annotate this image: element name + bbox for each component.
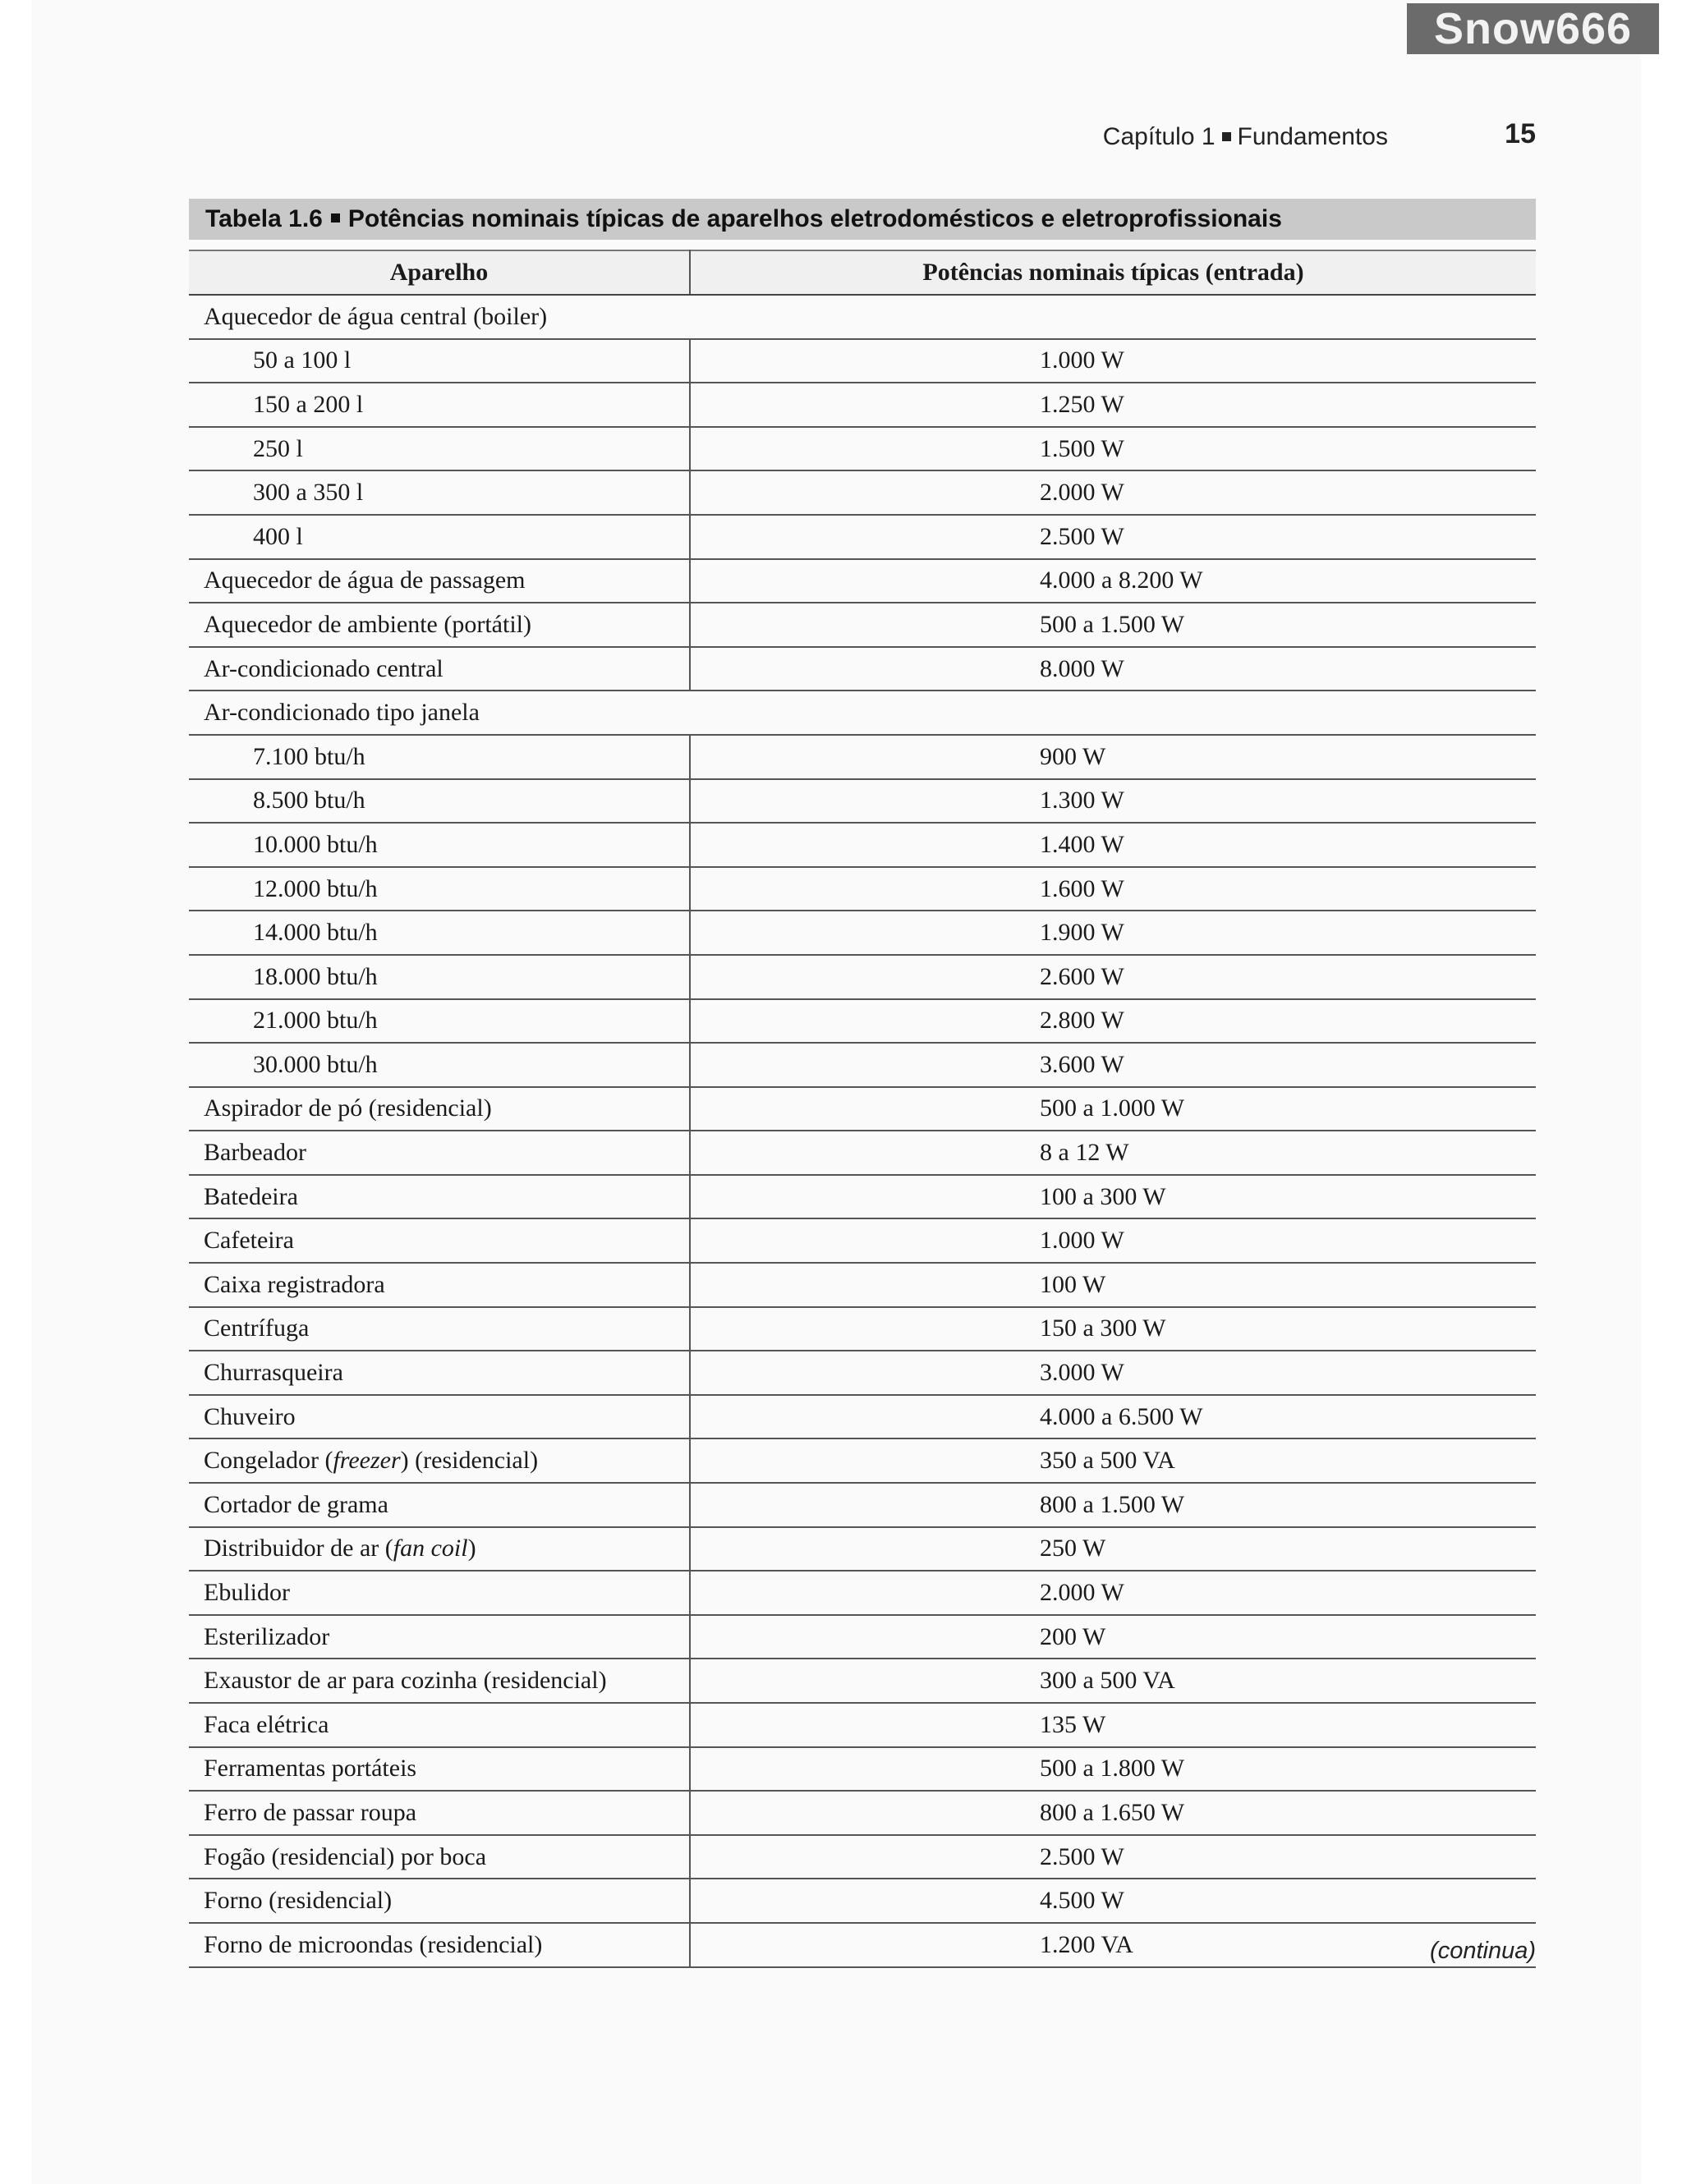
power-value-cell: 1.200 VA [690,1923,1536,1967]
table-row [189,955,1536,999]
appliance-name-cell: Esterilizador [189,1615,690,1659]
power-value-cell: 150 a 300 W [690,1307,1536,1351]
table-body [189,295,1536,1967]
square-bullet-icon [331,213,340,223]
appliance-name-part: ) (residencial) [400,1447,539,1475]
power-value-cell: 300 a 500 VA [690,1659,1536,1703]
power-value-cell: 1.400 W [690,823,1536,867]
power-value-cell [690,691,1536,735]
table-caption-label: Tabela 1.6 [205,205,323,232]
section-label: Fundamentos [1237,123,1388,150]
table-row [189,911,1536,955]
appliance-name-cell: 14.000 btu/h [189,911,690,955]
table-row [189,1131,1536,1175]
appliance-name-cell [189,1438,690,1483]
power-value-cell: 2.000 W [690,1571,1536,1615]
power-value-cell: 2.500 W [690,515,1536,559]
appliance-name-cell: Caixa registradora [189,1263,690,1307]
square-bullet-icon [1222,132,1231,141]
table-row [189,1307,1536,1351]
power-value-cell: 250 W [690,1527,1536,1571]
table-row [189,559,1536,603]
appliance-name-part: Congelador ( [204,1447,333,1475]
appliance-name-cell: 8.500 btu/h [189,779,690,824]
table-header-row [189,250,1536,295]
power-value-cell: 8.000 W [690,647,1536,691]
appliance-name-cell: Ebulidor [189,1571,690,1615]
table-row [189,1659,1536,1703]
page-number: 15 [1505,118,1536,149]
table-row [189,383,1536,427]
power-ratings-table [189,250,1536,1968]
power-value-cell: 1.600 W [690,867,1536,911]
table-row [189,823,1536,867]
table-row [189,1218,1536,1263]
table-row [189,735,1536,779]
appliance-name-cell: 300 a 350 l [189,470,690,515]
power-value-cell: 1.500 W [690,427,1536,471]
table-row [189,1747,1536,1792]
appliance-name-cell: 12.000 btu/h [189,867,690,911]
power-value-cell: 4.500 W [690,1879,1536,1923]
power-value-cell: 800 a 1.650 W [690,1791,1536,1835]
appliance-name-part: Distribuidor de ar ( [204,1535,393,1562]
appliance-name-cell: Ar-condicionado tipo janela [189,691,690,735]
appliance-name-cell: Cortador de grama [189,1483,690,1527]
power-value-cell: 2.600 W [690,955,1536,999]
table-caption-title: Potências nominais típicas de aparelhos eletrodomésticos e eletroprofissionais [347,205,1282,232]
table-row [189,1263,1536,1307]
power-value-cell: 4.000 a 8.200 W [690,559,1536,603]
power-value-cell: 100 W [690,1263,1536,1307]
table-row [189,1791,1536,1835]
appliance-name-cell: 18.000 btu/h [189,955,690,999]
table-row [189,999,1536,1044]
power-value-cell: 1.300 W [690,779,1536,824]
power-value-cell: 135 W [690,1703,1536,1747]
appliance-name-cell: Aspirador de pó (residencial) [189,1087,690,1131]
table-row [189,1175,1536,1219]
appliance-name-cell [189,1527,690,1571]
power-value-cell: 900 W [690,735,1536,779]
appliance-name-cell: Chuveiro [189,1395,690,1439]
table-row [189,427,1536,471]
table-row [189,339,1536,383]
table-row [189,1615,1536,1659]
power-value-cell: 1.900 W [690,911,1536,955]
table-row [189,1483,1536,1527]
power-value-cell: 8 a 12 W [690,1131,1536,1175]
table-row [189,1571,1536,1615]
table-row [189,691,1536,735]
table-row [189,1043,1536,1087]
column-header-power: Potências nominais típicas (entrada) [690,250,1536,295]
power-value-cell: 2.500 W [690,1835,1536,1879]
appliance-name-cell: Batedeira [189,1175,690,1219]
power-value-cell: 200 W [690,1615,1536,1659]
table-row [189,1703,1536,1747]
power-value-cell: 1.000 W [690,339,1536,383]
power-value-cell: 4.000 a 6.500 W [690,1395,1536,1439]
appliance-name-cell: Faca elétrica [189,1703,690,1747]
power-value-cell: 1.000 W [690,1218,1536,1263]
appliance-name-cell: Centrífuga [189,1307,690,1351]
power-value-cell: 500 a 1.000 W [690,1087,1536,1131]
appliance-name-italic: freezer [333,1447,401,1475]
power-value-cell: 500 a 1.500 W [690,603,1536,647]
power-value-cell: 350 a 500 VA [690,1438,1536,1483]
table-row [189,603,1536,647]
power-value-cell: 2.800 W [690,999,1536,1044]
table-row [189,1527,1536,1571]
appliance-name-italic: fan coil [393,1535,468,1562]
appliance-name-cell: Cafeteira [189,1218,690,1263]
chapter-heading [1103,123,1388,151]
power-value-cell: 3.600 W [690,1043,1536,1087]
table-row [189,647,1536,691]
table-caption [189,199,1536,240]
table-row [189,1879,1536,1923]
running-head [0,117,1536,158]
table-row [189,779,1536,824]
appliance-name-cell: Aquecedor de água central (boiler) [189,295,690,339]
appliance-name-cell: Aquecedor de água de passagem [189,559,690,603]
appliance-name-cell: 150 a 200 l [189,383,690,427]
continuation-note: (continua) [1430,1938,1536,1964]
watermark-logo: Snow666 [1407,3,1659,54]
power-value-cell: 800 a 1.500 W [690,1483,1536,1527]
power-value-cell: 1.250 W [690,383,1536,427]
table-row [189,1438,1536,1483]
appliance-name-cell: Exaustor de ar para cozinha (residencial) [189,1659,690,1703]
power-value-cell [690,295,1536,339]
appliance-name-cell: Churrasqueira [189,1351,690,1395]
table-row [189,867,1536,911]
appliance-name-cell: Forno de microondas (residencial) [189,1923,690,1967]
power-value-cell: 100 a 300 W [690,1175,1536,1219]
power-value-cell: 3.000 W [690,1351,1536,1395]
table-row [189,1087,1536,1131]
table-row [189,470,1536,515]
appliance-name-cell: 21.000 btu/h [189,999,690,1044]
appliance-name-cell: Aquecedor de ambiente (portátil) [189,603,690,647]
appliance-name-cell: Barbeador [189,1131,690,1175]
appliance-name-cell: 250 l [189,427,690,471]
table-row [189,295,1536,339]
table-row [189,1835,1536,1879]
appliance-name-cell: 30.000 btu/h [189,1043,690,1087]
appliance-name-cell: Fogão (residencial) por boca [189,1835,690,1879]
appliance-name-cell: Forno (residencial) [189,1879,690,1923]
table-row [189,1395,1536,1439]
appliance-name-cell: 50 a 100 l [189,339,690,383]
appliance-name-cell: Ferramentas portáteis [189,1747,690,1792]
column-header-appliance: Aparelho [189,250,690,295]
power-value-cell: 2.000 W [690,470,1536,515]
appliance-name-cell: Ar-condicionado central [189,647,690,691]
appliance-name-cell: 7.100 btu/h [189,735,690,779]
chapter-label: Capítulo 1 [1102,123,1216,150]
appliance-name-cell: 10.000 btu/h [189,823,690,867]
appliance-name-part: ) [467,1535,476,1562]
appliance-name-cell: Ferro de passar roupa [189,1791,690,1835]
table-row [189,515,1536,559]
table-row [189,1351,1536,1395]
power-value-cell: 500 a 1.800 W [690,1747,1536,1792]
appliance-name-cell: 400 l [189,515,690,559]
